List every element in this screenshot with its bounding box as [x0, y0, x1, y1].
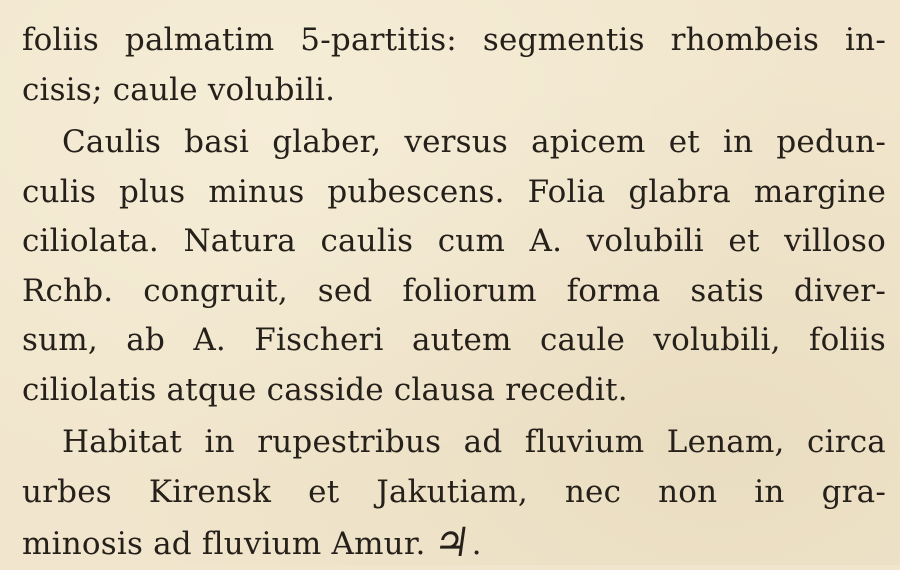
text-line: Habitat in rupestribus ad fluvium Lenam, circa: [62, 424, 886, 460]
text-line: Rchb. congruit, sed foliorum forma satis diver-: [22, 272, 886, 309]
text-line: cisis; caule volubili.: [22, 71, 336, 108]
text-line: ciliolatis atque casside clausa recedit.: [22, 371, 628, 408]
text-line: sum, ab A. Fischeri autem caule volubili, foliis: [22, 322, 886, 358]
text-line: ciliolata. Natura caulis cum A. volubili et villoso: [22, 223, 886, 259]
end-punctuation: .: [471, 526, 482, 562]
text-line-content: minosis ad fluvium Amur.: [22, 526, 426, 562]
perennial-symbol: ♃: [430, 520, 473, 566]
text-line-last: [22, 517, 886, 567]
text-line: culis plus minus pubescens. Folia glabra margine: [22, 173, 886, 210]
text-line: urbes Kirensk et Jakutiam, nec non in gra-: [22, 473, 886, 510]
text-line: Caulis basi glaber, versus apicem et in pedun-: [62, 124, 886, 160]
document-text: [22, 16, 886, 567]
text-line: foliis palmatim 5-partitis: segmentis rhombeis in-: [22, 22, 886, 58]
